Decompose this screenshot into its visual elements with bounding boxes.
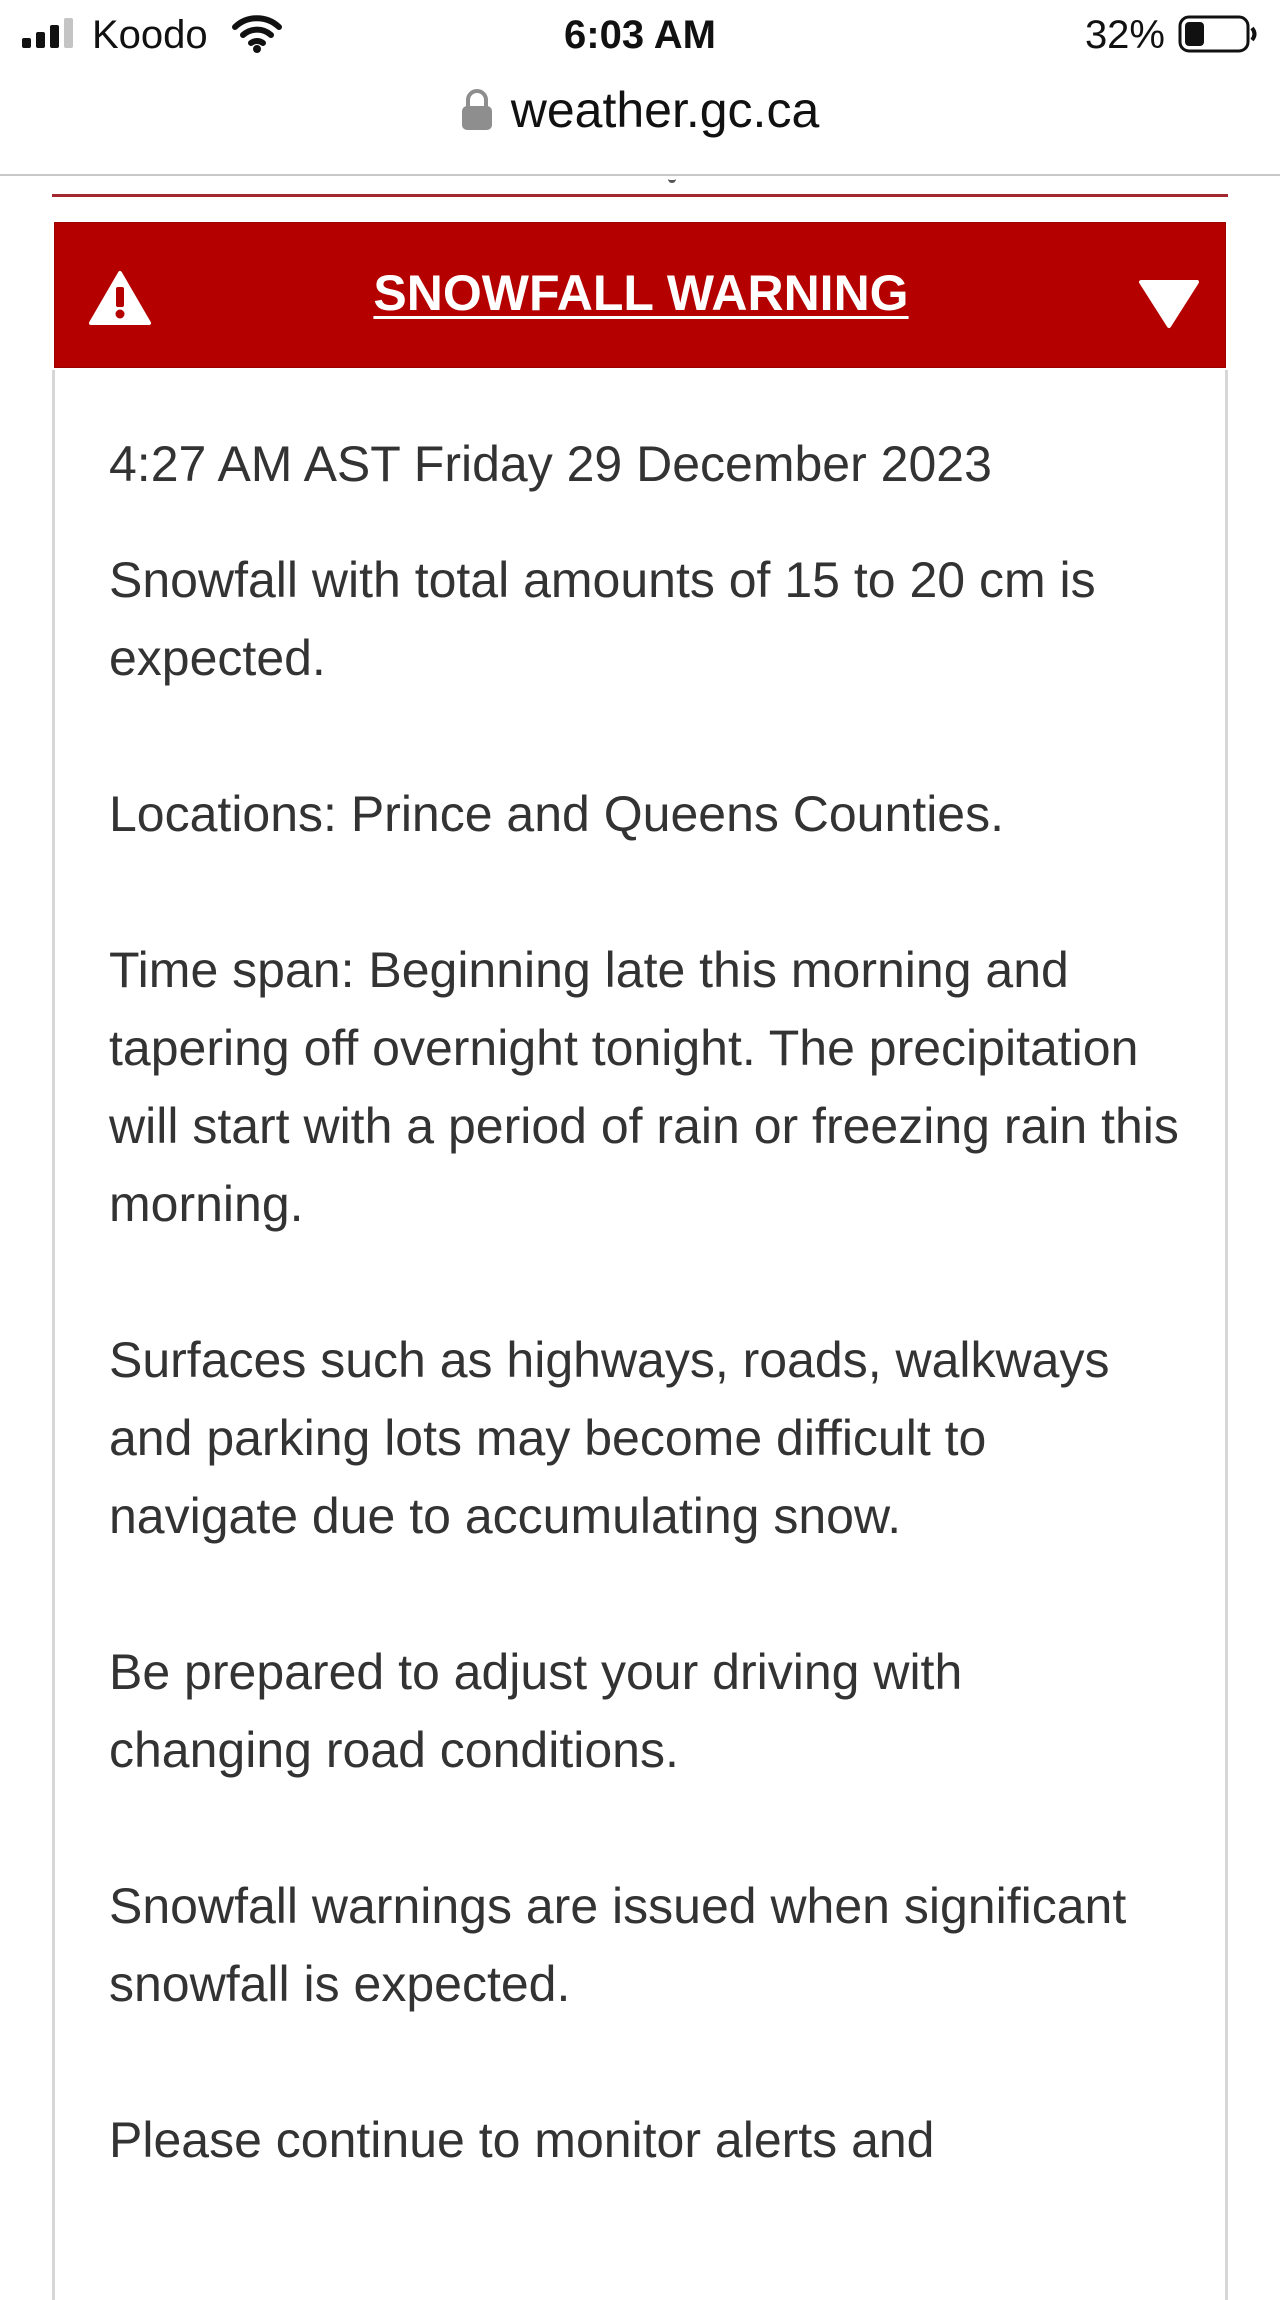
carrier-name: Koodo	[92, 13, 208, 57]
alert-paragraph: Surfaces such as highways, roads, walkways and parking lots may become difficult to navigate due to accumulating snow.	[109, 1332, 1110, 1544]
address-bar[interactable]	[0, 70, 1280, 176]
battery-icon	[1178, 14, 1260, 54]
lock-icon	[461, 89, 493, 131]
alert-paragraph: Please continue to monitor alerts and	[109, 2112, 935, 2168]
alert-paragraph: Time span: Beginning late this morning and tapering off overnight tonight. The precipitation will start with a period of rain or freezing rain this morning.	[109, 942, 1179, 1232]
url-display[interactable]	[0, 78, 1280, 142]
url-text: weather.gc.ca	[510, 82, 820, 138]
clock: 6:03 AM	[564, 13, 716, 57]
alert-details-panel	[52, 370, 1228, 2300]
section-divider	[52, 194, 1228, 197]
alert-issued-time: 4:27 AM AST Friday 29 December 2023	[109, 436, 992, 492]
alert-paragraph: Snowfall with total amounts of 15 to 20 cm is expected.	[109, 552, 1096, 686]
alert-content	[109, 425, 1179, 2257]
alert-paragraph: Locations: Prince and Queens Counties.	[109, 786, 1004, 842]
alert-paragraph: Be prepared to adjust your driving with changing road conditions.	[109, 1644, 963, 1778]
caret-down-icon	[1138, 277, 1200, 329]
alert-title[interactable]: SNOWFALL WARNING	[373, 265, 909, 321]
cut-off-text-fragment	[668, 174, 676, 183]
alert-paragraph: Snowfall warnings are issued when significant snowfall is expected.	[109, 1878, 1127, 2012]
status-bar	[0, 0, 1280, 70]
battery-level-fill	[1185, 22, 1204, 46]
battery-percentage: 32%	[1084, 13, 1165, 57]
alert-toggle-header[interactable]	[54, 222, 1226, 368]
